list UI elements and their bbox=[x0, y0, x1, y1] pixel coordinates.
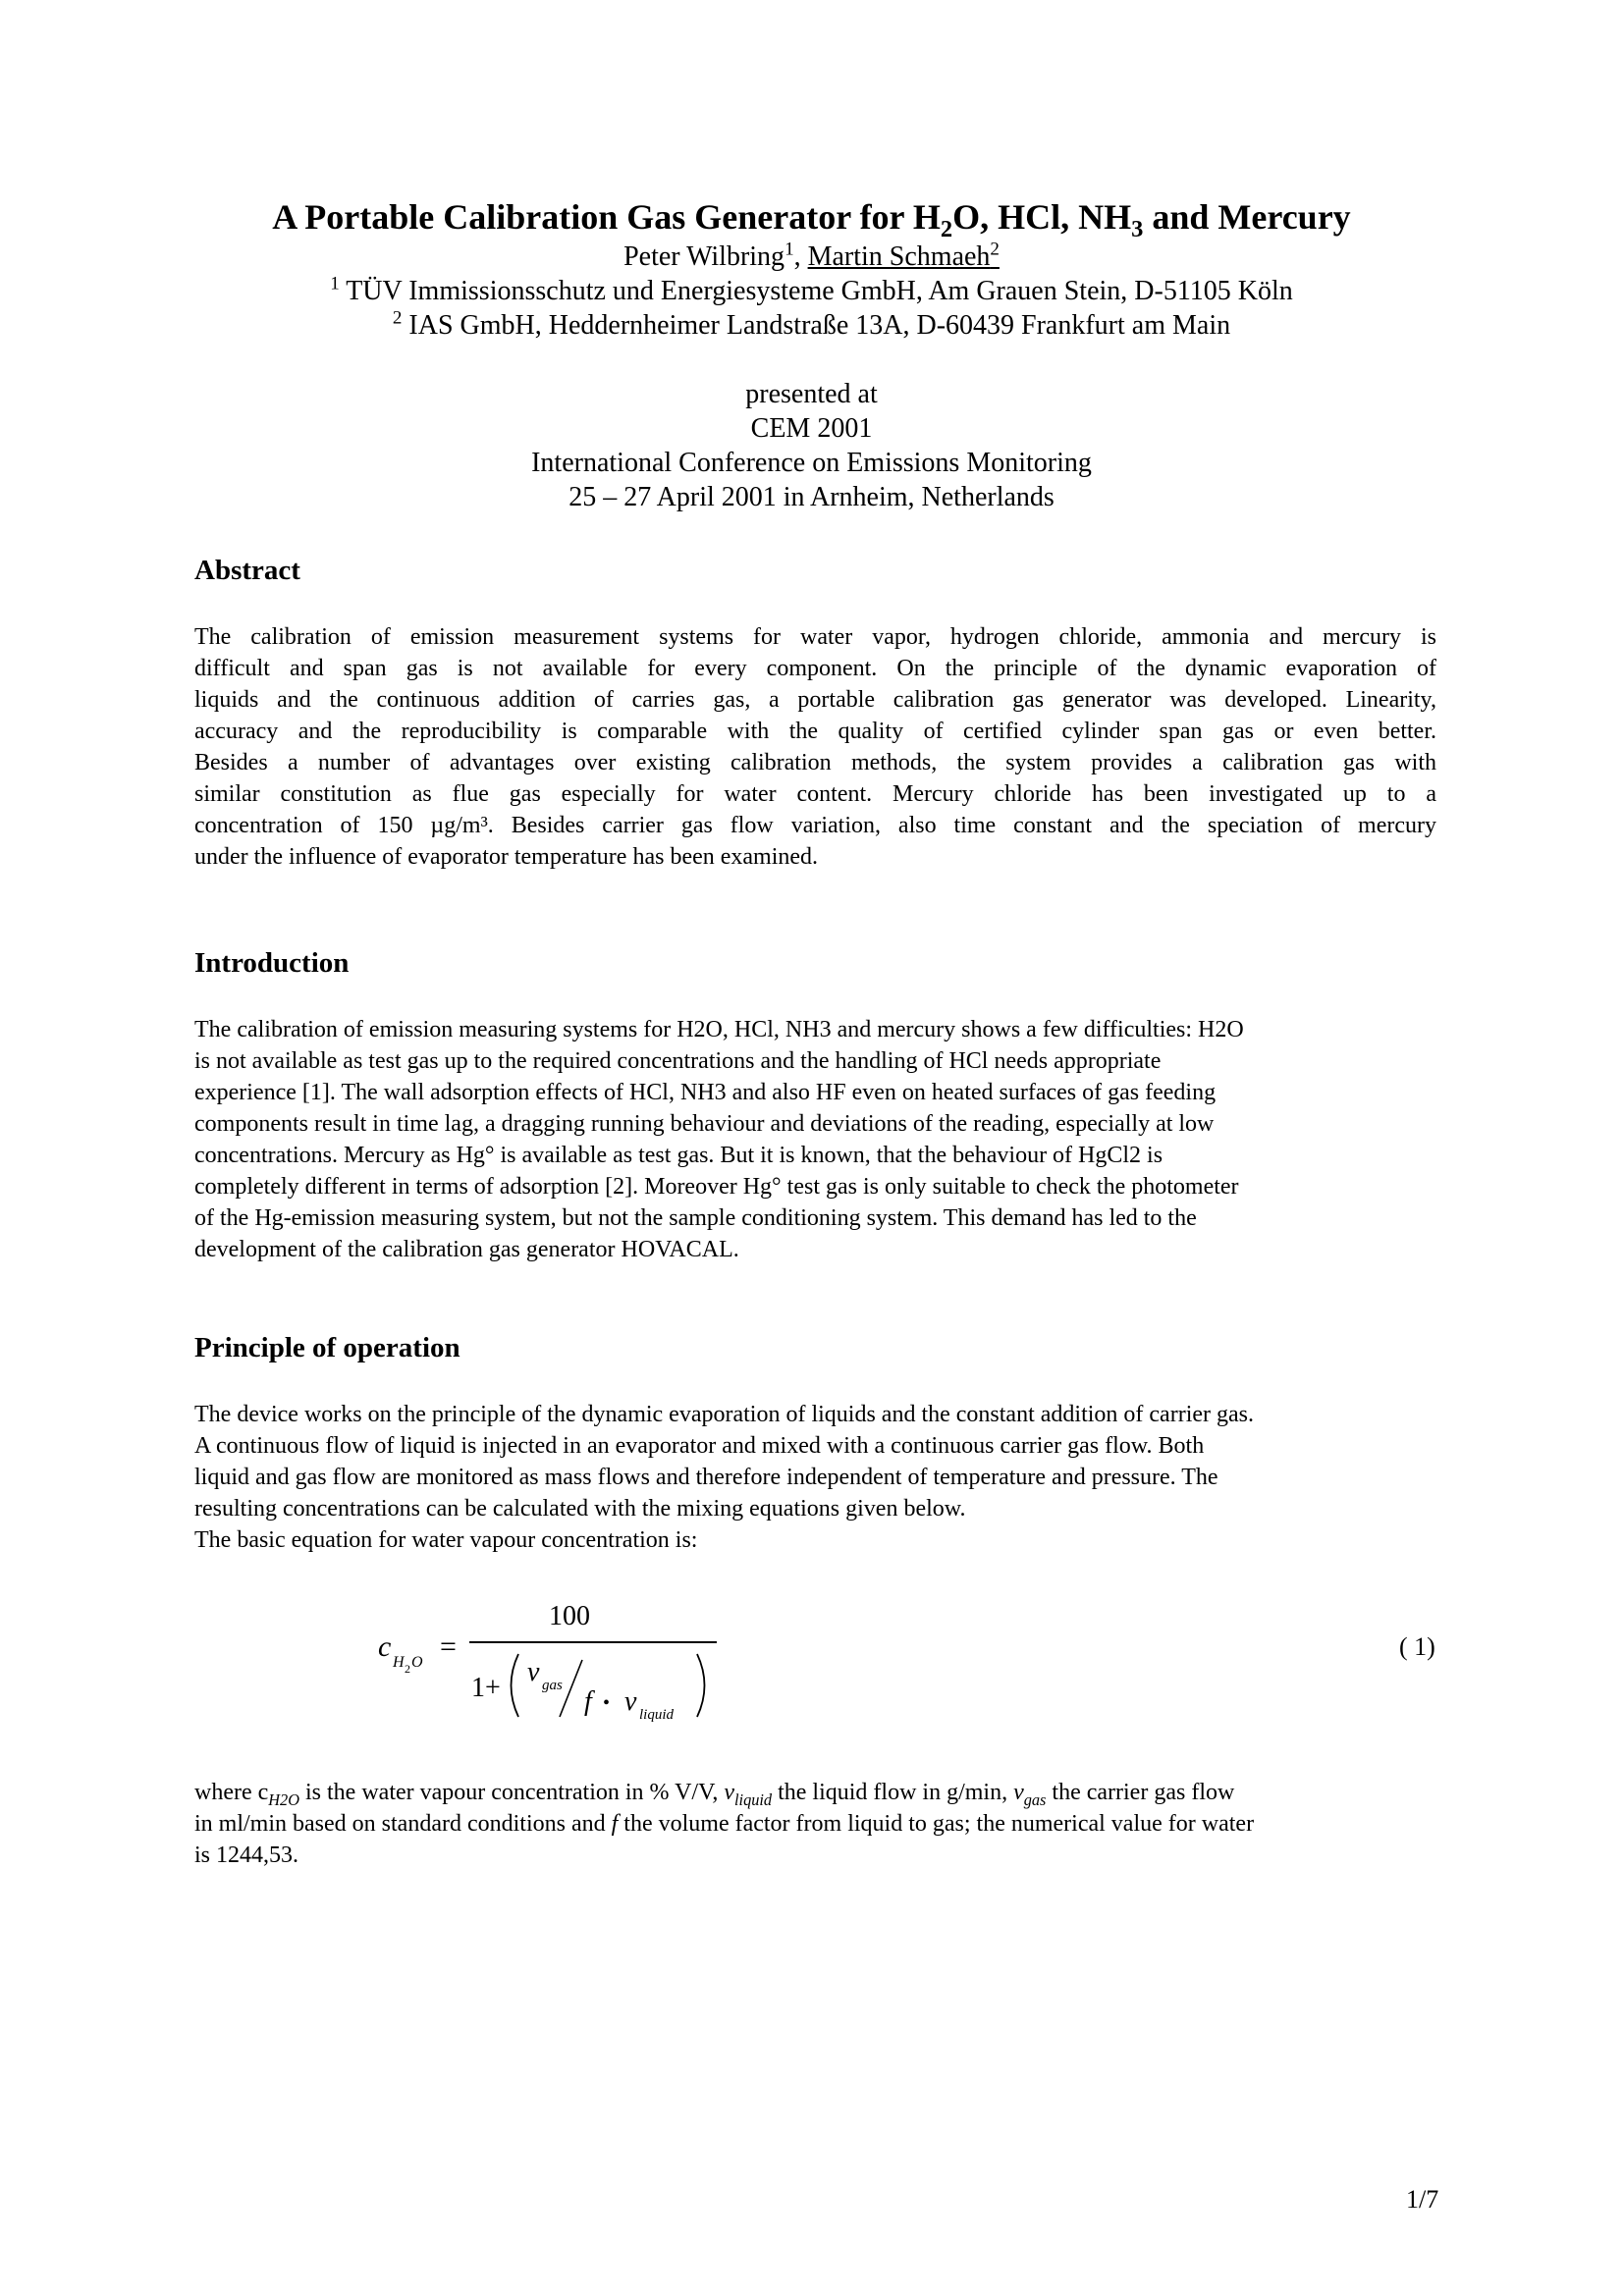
text-line: concentration of 150 µg/m³. Besides carrier gas flow variation, also time constant and the speciation of mercury bbox=[194, 813, 1436, 838]
text-line: under the influence of evaporator temperature has been examined. bbox=[194, 844, 819, 870]
introduction-text bbox=[194, 1014, 1436, 1265]
conference-info bbox=[0, 377, 1623, 514]
authors: Peter Wilbring$^1$, Martin Schmaeh$^2$ bbox=[623, 239, 1000, 272]
eq-sub-liquid: liquid bbox=[639, 1707, 675, 1723]
introduction-heading: Introduction bbox=[194, 947, 350, 979]
title-block bbox=[0, 194, 1623, 343]
conference-line-2: CEM 2001 bbox=[750, 413, 873, 444]
eq-f: f bbox=[584, 1686, 592, 1717]
principle-heading: Principle of operation bbox=[194, 1332, 460, 1363]
text-line: is not available as test gas up to the required concentrations and the handling of HCl needs appropriate bbox=[194, 1048, 1162, 1074]
text-line: is 1244,53. bbox=[194, 1842, 299, 1868]
text-line: The calibration of emission measurement systems for water vapor, hydrogen chloride, ammonia and mercury is bbox=[194, 624, 1436, 650]
abstract-heading: Abstract bbox=[194, 555, 300, 586]
eq-left-paren bbox=[512, 1654, 519, 1717]
conference-line-3: International Conference on Emissions Monitoring bbox=[531, 448, 1092, 478]
eq-lhs-sub-h: H bbox=[393, 1654, 405, 1671]
equation-number: ( 1) bbox=[1399, 1632, 1435, 1661]
text-line: difficult and span gas is not available for every component. On the principle of the dynamic evaporation of bbox=[194, 656, 1436, 681]
text-line: A continuous flow of liquid is injected in an evaporator and mixed with a continuous carrier gas flow. Both bbox=[194, 1433, 1205, 1459]
eq-right-paren bbox=[697, 1654, 705, 1717]
text-line: similar constitution as flue gas especially for water content. Mercury chloride has been investigated up to a bbox=[194, 781, 1436, 807]
text-line: liquids and the continuous addition of carries gas, a portable calibration gas generator was developed. Linearity, bbox=[194, 687, 1436, 713]
eq-bullet: • bbox=[603, 1692, 611, 1714]
text-line: where $c_{H2O}$ is the water vapour concentration in % V/V, $v_{liquid}$ the liquid flow in g/min, $v_{gas}$ the carrier gas flow bbox=[194, 1780, 1235, 1809]
conference-line-1: presented at bbox=[745, 379, 878, 409]
affiliation-2: $^2$ IAS GmbH, Heddernheimer Landstraße 13A, D-60439 Frankfurt am Main bbox=[392, 307, 1231, 341]
eq-one-plus: 1+ bbox=[471, 1673, 501, 1703]
eq-sub-gas: gas bbox=[542, 1678, 563, 1693]
text-line: of the Hg-emission measuring system, but not the sample conditioning system. This demand has led to the bbox=[194, 1205, 1197, 1231]
text-line: accuracy and the reproducibility is comparable with the quality of certified cylinder span gas or even better. bbox=[194, 719, 1436, 744]
eq-equals: = bbox=[440, 1630, 457, 1663]
text-line: components result in time lag, a dragging running behaviour and deviations of the reading, especially at low bbox=[194, 1111, 1215, 1137]
text-line: The calibration of emission measuring systems for H2O, HCl, NH3 and mercury shows a few difficulties: H2O bbox=[194, 1017, 1244, 1042]
eq-lhs-c: c bbox=[378, 1630, 392, 1663]
paper-title: A Portable Calibration Gas Generator for $H_2O$, HCl, $NH_3$ and Mercury bbox=[272, 197, 1351, 243]
eq-numerator: 100 bbox=[549, 1601, 590, 1631]
text-line: The basic equation for water vapour concentration is: bbox=[194, 1527, 698, 1553]
text-line: completely different in terms of adsorption [2]. Moreover Hg° test gas is only suitable to check the photometer bbox=[194, 1174, 1239, 1200]
eq-v-liquid: v bbox=[624, 1686, 637, 1717]
principle-text bbox=[194, 1399, 1436, 1556]
author-2: Martin Schmaeh$^2$ bbox=[807, 239, 1000, 272]
abstract-text bbox=[194, 621, 1436, 873]
eq-v-gas: v bbox=[527, 1657, 540, 1687]
text-line: resulting concentrations can be calculated with the mixing equations given below. bbox=[194, 1496, 966, 1522]
where-text bbox=[194, 1777, 1436, 1871]
author-1: Peter Wilbring bbox=[623, 241, 785, 272]
text-line: in ml/min based on standard conditions and f the volume factor from liquid to gas; the numerical value for water bbox=[194, 1811, 1255, 1837]
text-line: Besides a number of advantages over existing calibration methods, the system provides a calibration gas with bbox=[194, 750, 1436, 775]
equation-1 bbox=[373, 1595, 736, 1742]
affiliation-1: $^1$ TÜV Immissionsschutz und Energiesysteme GmbH, Am Grauen Stein, D-51105 Köln bbox=[330, 273, 1293, 306]
text-line: The device works on the principle of the dynamic evaporation of liquids and the constant addition of carrier gas. bbox=[194, 1402, 1254, 1427]
page-number: 1/7 bbox=[1406, 2185, 1439, 2214]
eq-lhs-sub-o: O bbox=[411, 1654, 423, 1671]
conference-line-4: 25 – 27 April 2001 in Arnheim, Netherlands bbox=[568, 482, 1055, 512]
text-line: experience [1]. The wall adsorption effects of HCl, NH3 and also HF even on heated surfaces of gas feeding bbox=[194, 1080, 1217, 1105]
text-line: development of the calibration gas generator HOVACAL. bbox=[194, 1237, 739, 1262]
eq-lhs-sub-2: 2 bbox=[405, 1662, 410, 1676]
eq-slash bbox=[560, 1660, 582, 1717]
text-line: concentrations. Mercury as Hg° is available as test gas. But it is known, that the behaviour of HgCl2 is bbox=[194, 1143, 1163, 1168]
text-line: liquid and gas flow are monitored as mass flows and therefore independent of temperature and pressure. The bbox=[194, 1465, 1218, 1490]
